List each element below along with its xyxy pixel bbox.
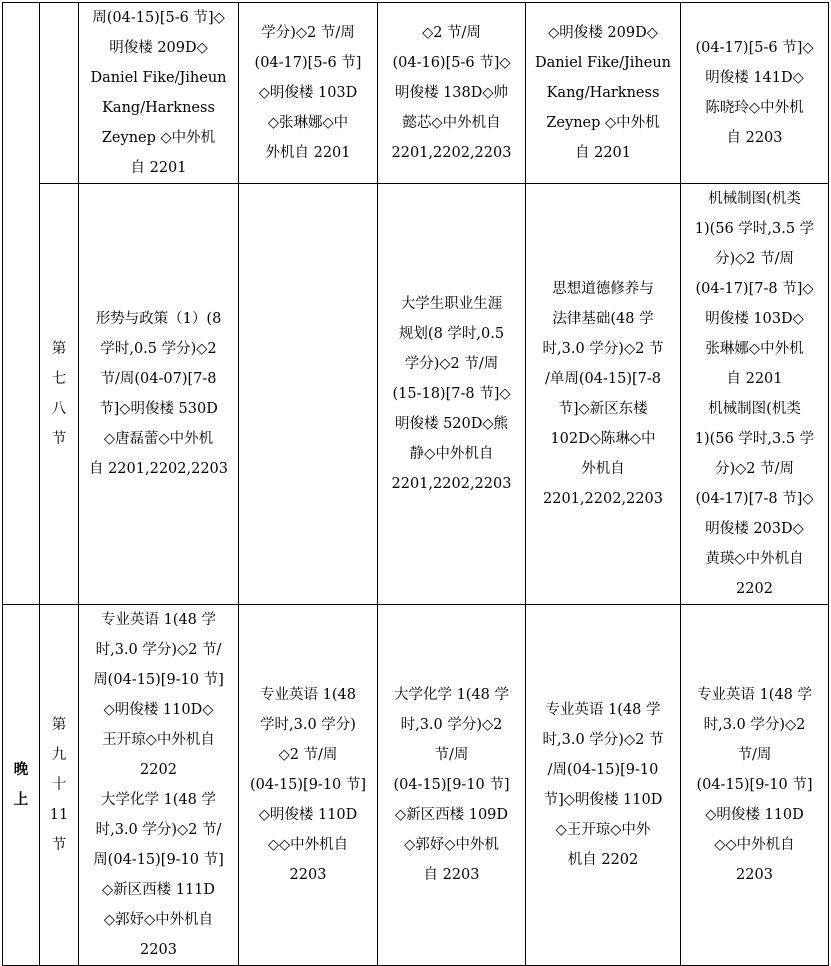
course-text-line: 102D◇陈琳◇中 <box>550 431 656 447</box>
course-text-line: 学分)◇2 节/周 <box>404 356 499 372</box>
period-label <box>40 184 79 605</box>
label-char: 十 <box>51 777 67 793</box>
course-text-line: Kang/Harkness <box>546 85 660 101</box>
course-text-line: 学时,0.5 学分)◇2 <box>100 341 217 357</box>
course-cell <box>378 605 526 966</box>
course-text-line: 节]◇新区东楼 <box>558 401 648 417</box>
course-text-line: 时,3.0 学分)◇2 节 <box>542 341 664 357</box>
course-cell <box>79 3 239 184</box>
course-text-line: ◇明俊楼 209D◇ <box>548 25 658 41</box>
course-text-line: 大学化学 1(48 学 <box>393 687 510 703</box>
course-text-line: 时,3.0 学分)◇2 节/ <box>95 822 222 838</box>
course-cell <box>681 605 829 966</box>
course-text-line: ◇张琳娜◇中 <box>267 115 349 131</box>
course-text-line: 1)(56 学时,3.5 学 <box>694 221 815 237</box>
course-text-line: 机自 2202 <box>567 852 639 868</box>
label-char: 九 <box>51 747 67 763</box>
course-text-line: 周(04-15)[9-10 节] <box>93 672 224 688</box>
course-text-line: (04-17)[5-6 节] <box>254 55 362 71</box>
course-text-line: 规划(8 学时,0.5 <box>398 326 505 342</box>
course-text-line: 学分)◇2 节/周 <box>261 25 355 41</box>
course-cell <box>239 184 378 605</box>
afternoon-block-label <box>3 3 40 605</box>
table-row <box>3 605 829 966</box>
course-text-line: (04-15)[9-10 节] <box>696 777 813 793</box>
period-label <box>40 3 79 184</box>
course-text-line: 时,3.0 学分)◇2 <box>703 717 806 733</box>
course-text-line: 专业英语 1(48 学 <box>100 612 217 628</box>
course-text-line: ◇郭妤◇中外机 <box>404 837 499 853</box>
course-text-line: ◇新区西楼 111D <box>101 882 216 898</box>
course-text-line: ◇明俊楼 103D <box>258 85 358 101</box>
course-text-line: 陈晓玲◇中外机 <box>705 100 804 116</box>
course-text-line: 时,3.0 学分)◇2 节/ <box>95 642 222 658</box>
course-text-line: 节]◇明俊楼 110D <box>543 792 663 808</box>
course-text-line: 明俊楼 520D◇熊 <box>394 416 509 432</box>
course-text-line: 自 2201 <box>574 145 631 161</box>
course-text-line: 大学生职业生涯 <box>400 296 503 312</box>
course-text-line: 形势与政策（1）(8 <box>95 311 222 327</box>
course-text-line: 2202 <box>736 581 773 597</box>
course-text-line: 分)◇2 节/周 <box>714 461 795 477</box>
course-text-line: ◇◇中外机自 <box>267 837 349 853</box>
evening-block-label <box>3 605 40 966</box>
course-text-line: ◇明俊楼 110D <box>258 807 358 823</box>
course-text-line: ◇2 节/周 <box>422 25 481 41</box>
course-text-line: 2201,2202,2203 <box>391 476 512 492</box>
course-text-line: 明俊楼 203D◇ <box>705 521 804 537</box>
course-text-line: ◇明俊楼 110D <box>705 807 804 823</box>
course-text-line: 2203 <box>289 867 327 883</box>
course-text-line: ◇新区西楼 109D <box>394 807 509 823</box>
course-text-line: 节/周(04-07)[7-8 <box>100 371 217 387</box>
course-text-line: (04-17)[7-8 节]◇ <box>695 491 814 507</box>
course-text-line: Zeynep ◇中外机 <box>546 115 660 131</box>
course-text-line: 节]◇明俊楼 530D <box>99 401 218 417</box>
course-text-line: 黄瑛◇中外机自 <box>705 551 804 567</box>
course-text-line: 2201,2202,2203 <box>391 145 512 161</box>
label-char: 第 <box>51 341 67 357</box>
course-text-line: Daniel Fike/Jiheun <box>534 55 672 71</box>
course-text-line: 明俊楼 138D◇帅 <box>394 85 509 101</box>
course-cell <box>681 184 829 605</box>
course-text-line: Zeynep ◇中外机 <box>101 130 216 146</box>
course-text-line: 机械制图(机类 <box>708 191 801 207</box>
course-text-line: ◇明俊楼 110D◇ <box>103 702 214 718</box>
course-text-line: 1)(56 学时,3.5 学 <box>694 431 815 447</box>
course-text-line: 节/周 <box>434 747 469 763</box>
course-text-line: ◇2 节/周 <box>278 747 338 763</box>
course-text-line: 明俊楼 103D◇ <box>705 311 804 327</box>
label-char: 上 <box>13 791 29 808</box>
course-text-line: 2201,2202,2203 <box>543 491 663 507</box>
course-text-line: /单周(04-15)[7-8 <box>544 371 661 387</box>
course-text-line: Daniel Fike/Jiheun <box>90 70 227 86</box>
course-cell <box>79 184 239 605</box>
course-text-line: 2203 <box>736 867 773 883</box>
course-text-line: 张琳娜◇中外机 <box>705 341 804 357</box>
course-text-line: 外机自 <box>581 461 625 477</box>
period-label <box>40 605 79 966</box>
course-text-line: 时,3.0 学分)◇2 <box>400 717 503 733</box>
course-text-line: 思想道德修养与 <box>552 281 654 297</box>
label-char: 七 <box>51 371 67 387</box>
course-text-line: 明俊楼 141D◇ <box>705 70 804 86</box>
course-text-line: (04-16)[5-6 节]◇ <box>392 55 511 71</box>
course-text-line: 自 2201,2202,2203 <box>88 461 229 477</box>
course-cell <box>79 605 239 966</box>
course-cell <box>526 184 681 605</box>
course-text-line: 明俊楼 209D◇ <box>109 40 208 56</box>
course-cell <box>681 3 829 184</box>
course-text-line: 专业英语 1(48 学 <box>545 702 661 718</box>
label-char: 八 <box>51 401 67 417</box>
course-text-line: 时,3.0 学分)◇2 节 <box>542 732 664 748</box>
course-text-line: 2202 <box>140 762 177 778</box>
course-text-line: 机械制图(机类 <box>708 401 801 417</box>
course-text-line: 专业英语 1(48 学 <box>696 687 813 703</box>
course-cell <box>378 184 526 605</box>
course-text-line: 法律基础(48 学 <box>552 311 654 327</box>
course-text-line: (04-15)[9-10 节] <box>393 777 510 793</box>
course-text-line: ◇唐磊蕾◇中外机 <box>103 431 214 447</box>
course-text-line: 节/周 <box>737 747 772 763</box>
course-cell <box>239 3 378 184</box>
course-cell <box>378 3 526 184</box>
course-text-line: 周(04-15)[5-6 节]◇ <box>92 10 225 26</box>
label-char: 节 <box>51 837 67 853</box>
course-text-line: 自 2201 <box>130 160 187 176</box>
course-text-line: 自 2201 <box>726 371 783 387</box>
label-char: 第 <box>51 717 67 733</box>
course-cell <box>526 605 681 966</box>
course-text-line: /周(04-15)[9-10 <box>547 762 659 778</box>
table-row <box>3 3 829 184</box>
course-text-line: 分)◇2 节/周 <box>714 251 795 267</box>
course-text-line: Kang/Harkness <box>102 100 215 116</box>
course-text-line: 2203 <box>140 942 177 958</box>
course-text-line: ◇◇中外机自 <box>714 837 795 853</box>
course-text-line: 王开琼◇中外机自 <box>102 732 215 748</box>
course-cell <box>526 3 681 184</box>
course-text-line: 懿芯◇中外机自 <box>402 115 501 131</box>
label-char: 11 <box>49 807 69 823</box>
course-text-line: ◇郭妤◇中外机自 <box>103 912 214 928</box>
course-text-line: (04-17)[5-6 节]◇ <box>695 40 814 56</box>
course-text-line: 周(04-15)[9-10 节] <box>93 852 224 868</box>
course-text-line: 自 2203 <box>726 130 783 146</box>
course-text-line: (04-15)[9-10 节] <box>249 777 367 793</box>
course-text-line: 专业英语 1(48 <box>260 687 356 703</box>
course-text-line: 自 2203 <box>423 867 480 883</box>
course-text-line: 大学化学 1(48 学 <box>100 792 217 808</box>
course-text-line: 外机自 2201 <box>265 145 351 161</box>
label-char: 节 <box>51 431 67 447</box>
course-cell <box>239 605 378 966</box>
table-row <box>3 184 829 605</box>
schedule-table <box>2 2 829 966</box>
course-text-line: 学时,3.0 学分) <box>260 717 356 733</box>
course-text-line: 静◇中外机自 <box>409 446 494 462</box>
course-text-line: ◇王开琼◇中外 <box>555 822 651 838</box>
course-text-line: (04-17)[7-8 节]◇ <box>695 281 814 297</box>
course-text-line: (15-18)[7-8 节]◇ <box>392 386 511 402</box>
label-char: 晚 <box>13 761 29 778</box>
